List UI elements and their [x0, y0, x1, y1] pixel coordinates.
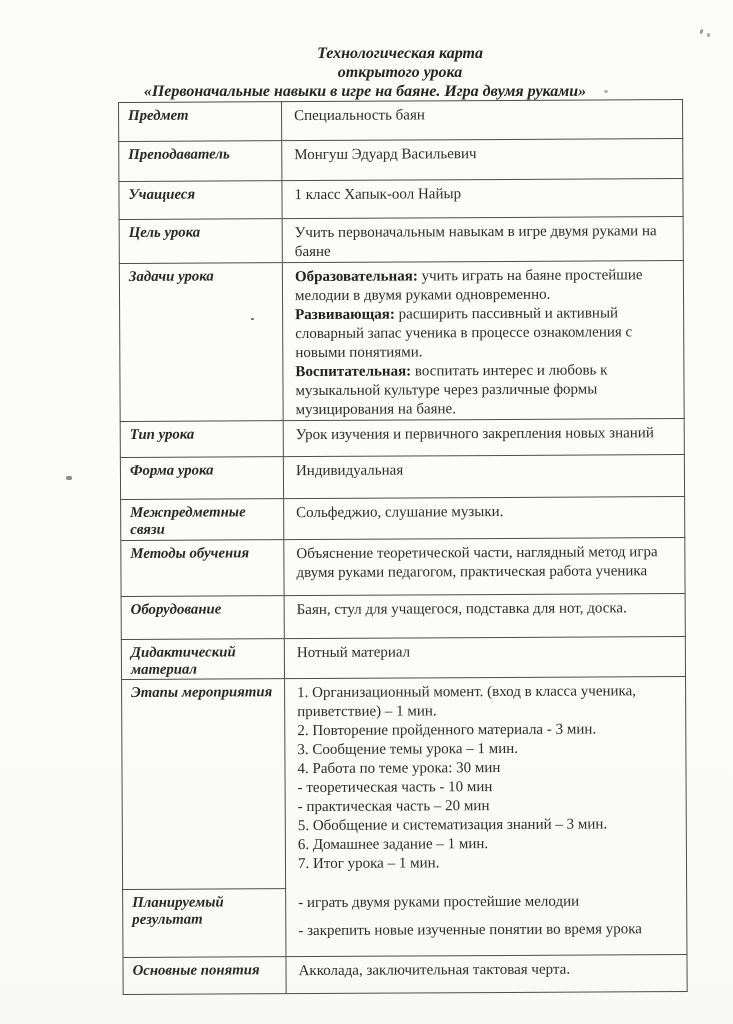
row-tip-value: Урок изучения и первичного закрепления новых знаний	[283, 419, 684, 457]
objective-lead: Воспитательная:	[295, 363, 412, 381]
table-row	[120, 455, 684, 500]
table-row	[119, 139, 683, 182]
planned-result-item: - играть двумя руками простейшие мелодии	[298, 893, 580, 912]
objective-lead: Развивающая:	[295, 306, 395, 324]
objective-lead: Образовательная:	[294, 268, 418, 286]
row-prepodavatel-label: Преподаватель	[119, 141, 282, 182]
objective-razvivayushchaya	[295, 304, 677, 363]
table-row	[121, 497, 685, 541]
row-forma-value: Индивидуальная	[283, 455, 684, 499]
scan-ink-speck	[251, 318, 254, 320]
objective-obrazovatelnaya	[295, 266, 677, 306]
etapy-item: 7. Итог урока – 1 мин.	[297, 855, 440, 873]
etapy-planned-merged-cell	[285, 677, 687, 957]
title-line-2: открытого урока	[337, 64, 463, 81]
table-row	[121, 538, 685, 597]
planned-results-list	[298, 892, 680, 941]
table-row	[119, 217, 683, 264]
row-tsel-value: Учить первоначальным навыкам в игре двумя руками на баяне	[282, 217, 683, 263]
table-row	[123, 955, 687, 995]
row-mezhpredmetnye-value: Сольфеджио, слушание музыки.	[284, 497, 685, 540]
row-tip-label: Тип урока	[120, 421, 283, 458]
row-uchashchiesya-label: Учащиеся	[119, 181, 282, 220]
row-oborudovanie-label: Оборудование	[121, 596, 284, 640]
row-prepodavatel-value: Монгуш Эдуард Васильевич	[282, 139, 683, 181]
title-line-3: «Первоначальные навыки в игре на баяне. Игра двумя руками»	[143, 83, 587, 100]
row-oborudovanie-value: Баян, стул для учащегося, подставка для нот, доска.	[284, 594, 685, 639]
table-row	[122, 677, 687, 890]
etapy-item: 5. Обобщение и систематизация знаний – 3 мин.	[297, 816, 608, 835]
row-mezhpredmetnye-label: Межпредметные связи	[121, 499, 284, 541]
objective-text: расширить пассивный и активный словарный запас ученика в процессе ознакомления с новыми понятиями.	[295, 305, 633, 362]
etapy-item: 2. Повторение пройденного материала - 3 мин.	[297, 721, 597, 740]
etapy-item: 4. Работа по теме урока: 30 мин	[297, 760, 501, 778]
objective-vospitatelnaya	[295, 361, 677, 420]
row-metody-value: Объяснение теоретической части, наглядный метод игра двумя руками педагогом, практическая работа ученика	[284, 538, 685, 596]
row-zadachi-value	[282, 261, 684, 421]
objective-text: учить играть на баяне простейшие мелодии в двумя руками одновременно.	[294, 267, 643, 305]
etapy-item: 3. Сообщение темы урока – 1 мин.	[297, 740, 519, 759]
table-row	[120, 419, 684, 458]
row-predmet-label: Предмет	[119, 102, 282, 142]
scan-ink-speck	[66, 476, 72, 480]
title-line-1: Технологическая карта	[317, 45, 483, 62]
etapy-list	[297, 682, 680, 874]
scan-ink-speck	[707, 33, 710, 37]
table-row	[121, 594, 685, 640]
lesson-plan-table	[118, 99, 688, 995]
row-uchashchiesya-value: 1 класс Хапык-оол Найыр	[282, 179, 683, 219]
objective-text: воспитать интерес и любовь к музыкальной культуре через различные формы музицирования на баяне.	[295, 362, 608, 419]
table-row	[119, 179, 683, 220]
row-forma-label: Форма урока	[120, 457, 283, 500]
row-zadachi-label: Задачи урока	[119, 263, 283, 422]
etapy-item: 1. Организационный момент. (вход в класса ученика, приветствие) – 1 мин.	[297, 683, 637, 721]
row-didakticheskiy-value: Нотный материал	[284, 637, 685, 679]
row-metody-label: Методы обучения	[121, 540, 284, 597]
row-etapy-label: Этапы мероприятия	[122, 679, 286, 890]
row-didakticheskiy-label: Дидактический материал	[121, 639, 284, 680]
table-row	[119, 100, 683, 142]
etapy-item: 6. Домашнее задание – 1 мин.	[297, 836, 489, 854]
document-title	[118, 44, 682, 101]
table-row	[121, 637, 685, 680]
table-row	[119, 261, 684, 422]
row-tsel-label: Цель урока	[119, 219, 282, 264]
scan-ink-speck	[699, 29, 704, 35]
row-osnovnye-label: Основные понятия	[123, 957, 286, 995]
row-planiruemyy-label: Планируемый результат	[123, 889, 286, 958]
etapy-item: - теоретическая часть - 10 мин	[297, 779, 493, 797]
scan-ink-speck	[604, 90, 608, 93]
row-predmet-value: Специальность баян	[282, 100, 683, 141]
etapy-item: - практическая часть – 20 мин	[297, 798, 490, 816]
planned-result-item: - закрепить новые изученные понятии во время урока	[298, 921, 642, 940]
row-osnovnye-value: Акколада, заключительная тактовая черта.	[286, 955, 687, 994]
